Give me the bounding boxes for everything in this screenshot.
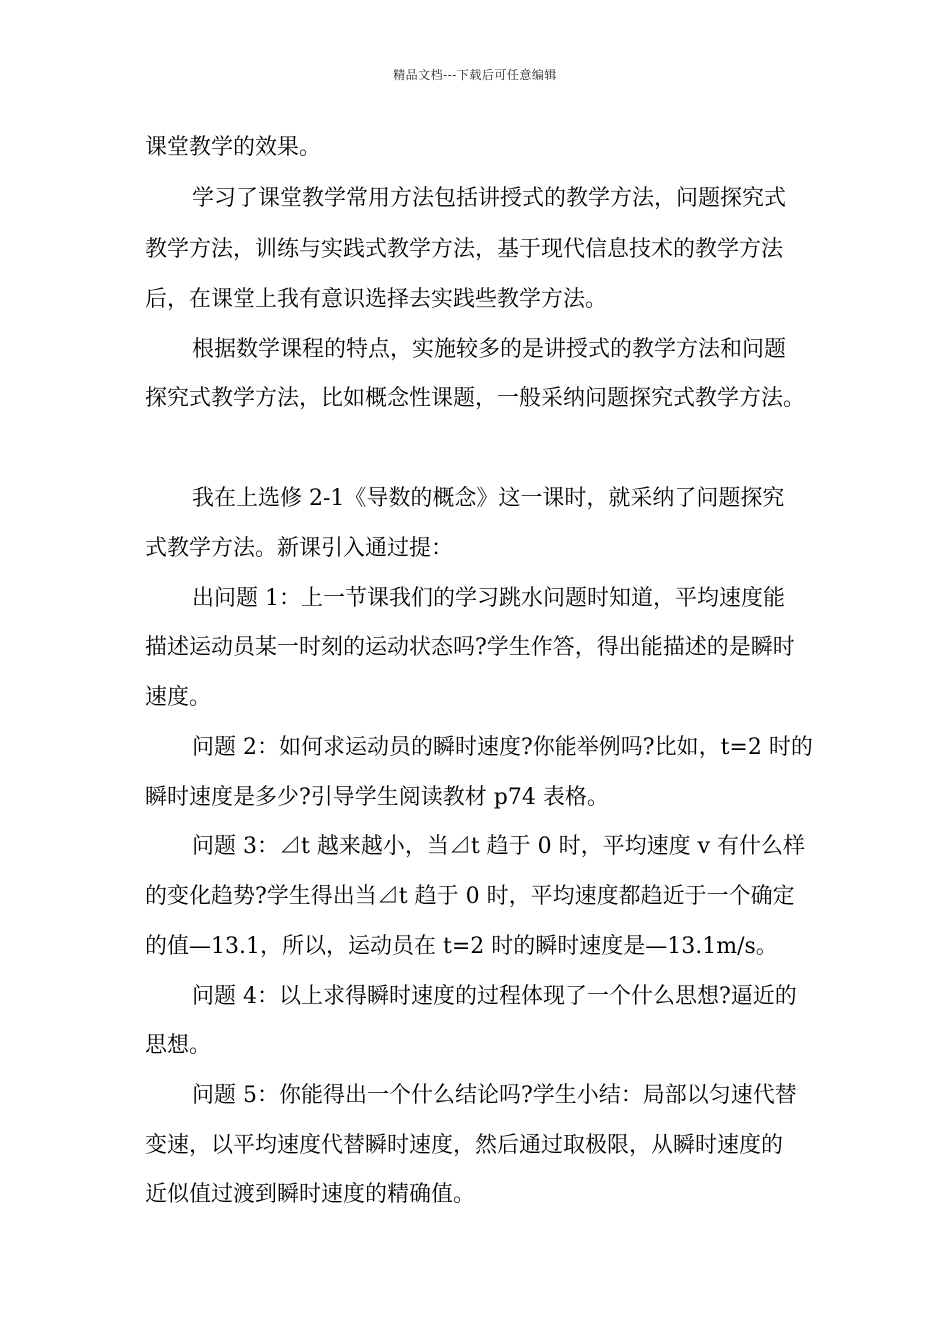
text-line: 的变化趋势?学生得出当⊿t 趋于 0 时，平均速度都趋近于一个确定	[145, 884, 795, 909]
text-line: 问题 5：你能得出一个什么结论吗?学生小结：局部以匀速代替	[192, 1083, 797, 1108]
text-line: 变速，以平均速度代替瞬时速度，然后通过取极限，从瞬时速度的	[145, 1133, 784, 1158]
text-line: 问题 2：如何求运动员的瞬时速度?你能举例吗?比如，t=2 时的	[192, 735, 813, 760]
text-line: 课堂教学的效果。	[145, 135, 322, 160]
page-header: 精品文档---下载后可任意编辑	[393, 68, 557, 82]
text-line: 根据数学课程的特点，实施较多的是讲授式的教学方法和问题	[192, 337, 787, 362]
text-line: 我在上选修 2-1《导数的概念》这一课时，就采纳了问题探究	[192, 486, 785, 511]
text-line: 问题 4：以上求得瞬时速度的过程体现了一个什么思想?逼近的	[192, 984, 797, 1009]
text-line: 出问题 1：上一节课我们的学习跳水问题时知道，平均速度能	[192, 586, 785, 611]
text-line: 瞬时速度是多少?引导学生阅读教材 p74 表格。	[145, 785, 609, 810]
text-line: 的值—13.1，所以，运动员在 t=2 时的瞬时速度是—13.1m/s。	[145, 934, 778, 959]
text-line: 思想。	[145, 1033, 212, 1058]
text-line: 学习了课堂教学常用方法包括讲授式的教学方法，问题探究式	[192, 186, 787, 211]
text-line: 描述运动员某一时刻的运动状态吗?学生作答，得出能描述的是瞬时	[145, 635, 795, 660]
text-line: 式教学方法。新课引入通过提：	[145, 536, 454, 561]
text-line: 教学方法，训练与实践式教学方法，基于现代信息技术的教学方法	[145, 237, 784, 262]
text-line: 探究式教学方法，比如概念性课题，一般采纳问题探究式教学方法。	[145, 386, 806, 411]
text-line: 速度。	[145, 685, 212, 710]
text-line: 近似值过渡到瞬时速度的精确值。	[145, 1182, 476, 1207]
text-line: 问题 3：⊿t 越来越小，当⊿t 趋于 0 时，平均速度 v 有什么样	[192, 834, 806, 859]
text-line: 后，在课堂上我有意识选择去实践些教学方法。	[145, 287, 608, 312]
